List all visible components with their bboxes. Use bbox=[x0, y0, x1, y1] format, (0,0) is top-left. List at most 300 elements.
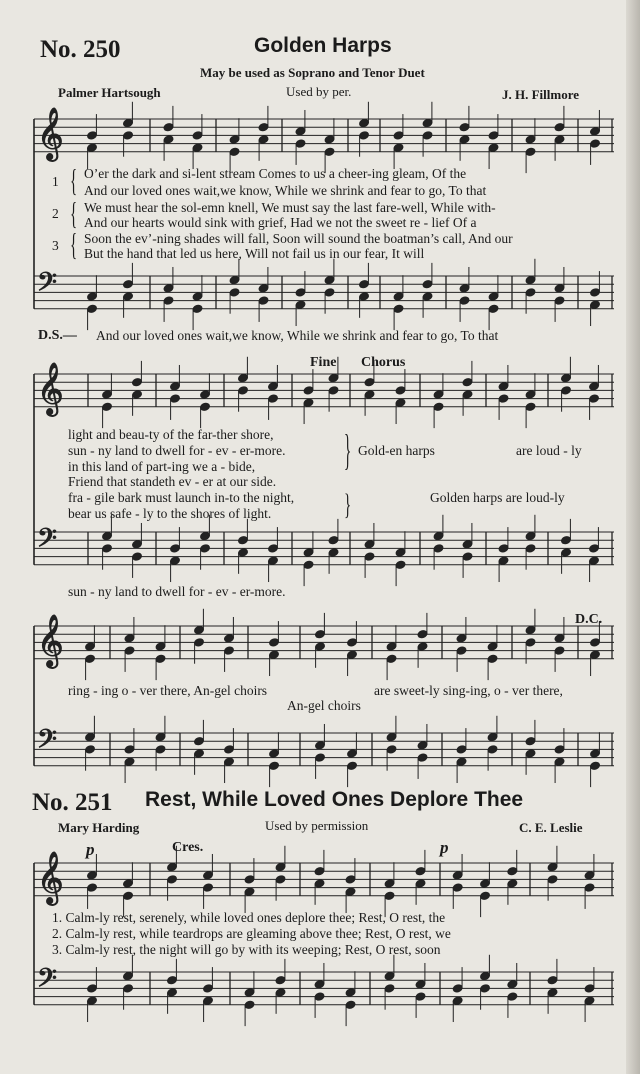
note-head bbox=[347, 638, 358, 648]
note-head bbox=[124, 757, 135, 767]
treble-clef-icon: 𝄞 bbox=[37, 850, 64, 904]
note-head bbox=[87, 984, 98, 994]
note-head bbox=[87, 871, 98, 881]
note-head bbox=[386, 654, 397, 664]
lyric-line: An-gel choirs bbox=[287, 698, 361, 713]
note-head bbox=[268, 394, 279, 404]
note-head bbox=[275, 988, 286, 998]
note-head bbox=[238, 535, 249, 545]
note-head bbox=[364, 540, 375, 550]
lyric-line: light and beau-ty of the far-ther shore, bbox=[68, 427, 274, 442]
note-head bbox=[417, 642, 428, 652]
note-head bbox=[525, 288, 536, 298]
note-head bbox=[456, 634, 467, 644]
note-head bbox=[422, 292, 433, 302]
note-head bbox=[590, 749, 601, 759]
note-head bbox=[507, 980, 518, 990]
note-head bbox=[203, 984, 214, 994]
verse-brace: { bbox=[70, 199, 78, 233]
note-head bbox=[456, 646, 467, 656]
note-head bbox=[480, 891, 491, 901]
note-head bbox=[170, 544, 181, 554]
lyric-line: O’er the dark and si-lent stream Comes to us a cheer-ing gleam, Of the bbox=[84, 166, 467, 181]
note-head bbox=[488, 143, 499, 153]
note-head bbox=[132, 390, 143, 400]
note-head bbox=[275, 875, 286, 885]
note-head bbox=[487, 642, 498, 652]
note-head bbox=[85, 642, 96, 652]
note-head bbox=[488, 304, 499, 314]
note-head bbox=[554, 634, 565, 644]
note-head bbox=[547, 988, 558, 998]
note-head bbox=[384, 891, 395, 901]
note-head bbox=[584, 996, 595, 1006]
note-head bbox=[384, 971, 395, 981]
note-head bbox=[224, 757, 235, 767]
note-head bbox=[589, 556, 600, 566]
chorus-lyric: are loud - ly bbox=[516, 443, 582, 458]
note-head bbox=[415, 879, 426, 889]
lyric-line: sun - ny land to dwell for - ev - er-more. bbox=[68, 443, 286, 458]
note-head bbox=[452, 883, 463, 893]
dynamic-marking: p bbox=[440, 838, 449, 857]
note-head bbox=[167, 988, 178, 998]
lyric-line: ring - ing o - ver there, An-gel choirs bbox=[68, 683, 268, 698]
lyric-line: Friend that standeth ev - er at our side. bbox=[68, 474, 277, 489]
note-head bbox=[547, 875, 558, 885]
note-head bbox=[87, 304, 98, 314]
note-head bbox=[525, 638, 536, 648]
note-head bbox=[102, 390, 113, 400]
note-head bbox=[87, 292, 98, 302]
note-head bbox=[258, 135, 269, 145]
note-head bbox=[203, 871, 214, 881]
note-head bbox=[167, 875, 178, 885]
bass-clef-icon: 𝄢 bbox=[37, 523, 58, 560]
note-head bbox=[123, 984, 134, 994]
note-head bbox=[415, 980, 426, 990]
note-head bbox=[192, 304, 203, 314]
ds-lyric: And our loved ones wait,we know, While we shrink and fear to go, To that bbox=[96, 328, 499, 343]
note-head bbox=[244, 1000, 255, 1010]
note-head bbox=[554, 745, 565, 755]
note-head bbox=[258, 122, 269, 132]
note-head bbox=[554, 122, 565, 132]
note-head bbox=[268, 544, 279, 554]
lyric-line: But the hand that led us here, Will not fail us in our fear, It will bbox=[84, 246, 425, 261]
dc-marking: D.C. bbox=[575, 612, 603, 627]
note-head bbox=[589, 544, 600, 554]
note-head bbox=[359, 292, 370, 302]
lyric-line: fra - gile bark must launch in-to the night, bbox=[68, 490, 295, 505]
note-head bbox=[393, 304, 404, 314]
note-head bbox=[422, 131, 433, 141]
verse-line: 3. Calm-ly rest, the night will go by with its weeping; Rest, O rest, soon bbox=[52, 942, 441, 957]
note-head bbox=[525, 736, 536, 746]
note-head bbox=[487, 732, 498, 742]
note-head bbox=[303, 398, 314, 408]
note-head bbox=[417, 753, 428, 763]
lyric-line: And our loved ones wait,we know, While we shrink and fear to go, To that bbox=[84, 183, 487, 198]
note-head bbox=[554, 296, 565, 306]
note-head bbox=[123, 891, 134, 901]
permission-note: Used by permission bbox=[265, 818, 369, 833]
note-head bbox=[347, 749, 358, 759]
note-head bbox=[422, 279, 433, 289]
note-head bbox=[386, 745, 397, 755]
note-head bbox=[364, 390, 375, 400]
note-head bbox=[244, 875, 255, 885]
note-head bbox=[561, 373, 572, 383]
note-head bbox=[124, 634, 135, 644]
note-head bbox=[194, 638, 205, 648]
note-head bbox=[244, 887, 255, 897]
note-head bbox=[498, 394, 509, 404]
note-head bbox=[359, 131, 370, 141]
dynamic-marking: p bbox=[86, 840, 95, 859]
note-head bbox=[87, 143, 98, 153]
note-head bbox=[163, 296, 174, 306]
note-head bbox=[462, 377, 473, 387]
verse-line: 1. Calm-ly rest, serenely, while loved ones deplore thee; Rest, O rest, the bbox=[52, 910, 446, 925]
note-head bbox=[229, 275, 240, 285]
note-head bbox=[393, 131, 404, 141]
note-head bbox=[224, 745, 235, 755]
note-head bbox=[554, 135, 565, 145]
note-head bbox=[132, 377, 143, 387]
note-head bbox=[364, 377, 375, 387]
lyric-line: sun - ny land to dwell for - ev - er-more. bbox=[68, 584, 286, 599]
note-head bbox=[561, 535, 572, 545]
note-head bbox=[269, 761, 280, 771]
note-head bbox=[155, 654, 166, 664]
note-head bbox=[132, 552, 143, 562]
note-head bbox=[359, 118, 370, 128]
note-head bbox=[194, 625, 205, 635]
note-head bbox=[200, 544, 211, 554]
note-head bbox=[314, 992, 325, 1002]
note-head bbox=[395, 548, 406, 558]
note-head bbox=[170, 382, 181, 392]
note-head bbox=[345, 1000, 356, 1010]
note-head bbox=[488, 131, 499, 141]
note-head bbox=[459, 296, 470, 306]
note-head bbox=[364, 552, 375, 562]
note-head bbox=[85, 654, 96, 664]
note-head bbox=[85, 745, 96, 755]
hymn-title: Golden Harps bbox=[254, 34, 392, 57]
note-head bbox=[314, 980, 325, 990]
lyricist: Palmer Hartsough bbox=[58, 85, 161, 100]
note-head bbox=[124, 745, 135, 755]
note-head bbox=[345, 875, 356, 885]
note-head bbox=[295, 288, 306, 298]
note-head bbox=[303, 386, 314, 396]
note-head bbox=[229, 147, 240, 157]
note-head bbox=[386, 642, 397, 652]
note-head bbox=[192, 131, 203, 141]
treble-clef-icon: 𝄞 bbox=[37, 361, 64, 415]
note-head bbox=[452, 984, 463, 994]
note-head bbox=[525, 147, 536, 157]
note-head bbox=[192, 292, 203, 302]
note-head bbox=[433, 390, 444, 400]
note-head bbox=[167, 975, 178, 985]
hymn-number: No. 250 bbox=[40, 36, 121, 63]
note-head bbox=[525, 275, 536, 285]
note-head bbox=[132, 540, 143, 550]
note-head bbox=[269, 650, 280, 660]
note-head bbox=[417, 741, 428, 751]
note-head bbox=[525, 531, 536, 541]
note-head bbox=[275, 975, 286, 985]
note-head bbox=[123, 279, 134, 289]
note-head bbox=[433, 402, 444, 412]
lyric-line: in this land of part-ing we a - bide, bbox=[68, 459, 256, 474]
note-head bbox=[315, 753, 326, 763]
note-head bbox=[324, 135, 335, 145]
note-head bbox=[345, 887, 356, 897]
note-head bbox=[415, 866, 426, 876]
note-head bbox=[433, 544, 444, 554]
note-head bbox=[163, 135, 174, 145]
note-head bbox=[561, 386, 572, 396]
note-head bbox=[584, 883, 595, 893]
lyric-line: And our hearts would sink with grief, Had we not the sweet re - lief Of a bbox=[84, 215, 477, 230]
note-head bbox=[498, 556, 509, 566]
note-head bbox=[507, 866, 518, 876]
note-head bbox=[487, 654, 498, 664]
note-head bbox=[488, 292, 499, 302]
note-head bbox=[268, 556, 279, 566]
note-head bbox=[203, 883, 214, 893]
note-head bbox=[203, 996, 214, 1006]
note-head bbox=[525, 544, 536, 554]
note-head bbox=[525, 749, 536, 759]
note-head bbox=[295, 300, 306, 310]
bass-clef-icon: 𝄢 bbox=[37, 724, 58, 761]
note-head bbox=[498, 382, 509, 392]
note-head bbox=[395, 560, 406, 570]
note-head bbox=[347, 761, 358, 771]
note-head bbox=[102, 544, 113, 554]
note-head bbox=[590, 127, 601, 137]
note-head bbox=[124, 646, 135, 656]
note-head bbox=[456, 745, 467, 755]
note-head bbox=[170, 394, 181, 404]
note-head bbox=[87, 131, 98, 141]
bass-clef-icon: 𝄢 bbox=[37, 267, 58, 304]
note-head bbox=[269, 749, 280, 759]
note-head bbox=[525, 135, 536, 145]
note-head bbox=[324, 147, 335, 157]
note-head bbox=[102, 531, 113, 541]
note-head bbox=[589, 394, 600, 404]
note-head bbox=[590, 761, 601, 771]
note-head bbox=[395, 386, 406, 396]
note-head bbox=[324, 288, 335, 298]
hymn-subtitle: May be used as Soprano and Tenor Duet bbox=[200, 65, 425, 80]
note-head bbox=[238, 548, 249, 558]
note-head bbox=[452, 871, 463, 881]
note-head bbox=[268, 382, 279, 392]
note-head bbox=[590, 139, 601, 149]
note-head bbox=[359, 279, 370, 289]
note-head bbox=[547, 862, 558, 872]
note-head bbox=[303, 560, 314, 570]
note-head bbox=[386, 732, 397, 742]
note-head bbox=[229, 288, 240, 298]
verse-brace: } bbox=[344, 429, 352, 476]
verse-number: 1 bbox=[52, 174, 59, 189]
note-head bbox=[584, 984, 595, 994]
dynamic-marking: Cres. bbox=[172, 840, 204, 855]
note-head bbox=[507, 992, 518, 1002]
note-head bbox=[315, 741, 326, 751]
composer: C. E. Leslie bbox=[519, 820, 583, 835]
hymn-title: Rest, While Loved Ones Deplore Thee bbox=[145, 788, 524, 811]
lyricist: Mary Harding bbox=[58, 820, 140, 835]
composer: J. H. Fillmore bbox=[502, 87, 580, 102]
verse-brace: { bbox=[70, 230, 78, 264]
note-head bbox=[459, 135, 470, 145]
note-head bbox=[480, 984, 491, 994]
note-head bbox=[315, 629, 326, 639]
note-head bbox=[258, 296, 269, 306]
note-head bbox=[163, 284, 174, 294]
note-head bbox=[328, 386, 339, 396]
note-head bbox=[345, 988, 356, 998]
note-head bbox=[547, 975, 558, 985]
note-head bbox=[554, 646, 565, 656]
note-head bbox=[123, 118, 134, 128]
note-head bbox=[415, 992, 426, 1002]
note-head bbox=[561, 548, 572, 558]
note-head bbox=[155, 745, 166, 755]
treble-clef-icon: 𝄞 bbox=[37, 613, 64, 667]
note-head bbox=[525, 390, 536, 400]
note-head bbox=[347, 650, 358, 660]
note-head bbox=[224, 634, 235, 644]
note-head bbox=[393, 292, 404, 302]
note-head bbox=[525, 402, 536, 412]
lyric-line: are sweet-ly sing-ing, o - ver there, bbox=[374, 683, 563, 698]
note-head bbox=[238, 373, 249, 383]
bass-clef-icon: 𝄢 bbox=[37, 963, 58, 1000]
verse-number: 2 bbox=[52, 206, 59, 221]
note-head bbox=[554, 757, 565, 767]
note-head bbox=[328, 535, 339, 545]
hymn-number: No. 251 bbox=[32, 789, 113, 816]
note-head bbox=[324, 275, 335, 285]
note-head bbox=[328, 548, 339, 558]
verse-number: 3 bbox=[52, 238, 59, 253]
note-head bbox=[295, 127, 306, 137]
note-head bbox=[155, 732, 166, 742]
note-head bbox=[590, 288, 601, 298]
note-head bbox=[224, 646, 235, 656]
note-head bbox=[459, 122, 470, 132]
note-head bbox=[452, 996, 463, 1006]
note-head bbox=[395, 398, 406, 408]
note-head bbox=[200, 390, 211, 400]
note-head bbox=[87, 883, 98, 893]
lyric-line: Soon the ev’-ning shades will fall, Soon will sound the boatman’s call, And our bbox=[84, 231, 513, 246]
note-head bbox=[170, 556, 181, 566]
note-head bbox=[155, 642, 166, 652]
note-head bbox=[194, 736, 205, 746]
note-head bbox=[314, 866, 325, 876]
note-head bbox=[487, 745, 498, 755]
note-head bbox=[417, 629, 428, 639]
note-head bbox=[590, 300, 601, 310]
note-head bbox=[480, 971, 491, 981]
note-head bbox=[584, 871, 595, 881]
note-head bbox=[238, 386, 249, 396]
note-head bbox=[462, 540, 473, 550]
permission-note: Used by per. bbox=[286, 84, 352, 99]
page-edge bbox=[626, 0, 640, 1074]
chorus-lyric: Gold-en harps bbox=[358, 443, 435, 458]
note-head bbox=[589, 382, 600, 392]
fine-marking: Fine bbox=[310, 355, 337, 370]
note-head bbox=[123, 879, 134, 889]
note-head bbox=[85, 732, 96, 742]
note-head bbox=[433, 531, 444, 541]
note-head bbox=[123, 131, 134, 141]
lyric-line: bear us safe - ly to the shores of light. bbox=[68, 506, 272, 521]
note-head bbox=[590, 650, 601, 660]
note-head bbox=[163, 122, 174, 132]
note-head bbox=[384, 879, 395, 889]
note-head bbox=[123, 971, 134, 981]
note-head bbox=[244, 988, 255, 998]
chorus-lyric: Golden harps are loud-ly bbox=[430, 490, 565, 505]
note-head bbox=[480, 879, 491, 889]
verse-line: 2. Calm-ly rest, while teardrops are gleaming above thee; Rest, O rest, we bbox=[52, 926, 451, 941]
note-head bbox=[303, 548, 314, 558]
note-head bbox=[507, 879, 518, 889]
lyric-line: We must hear the sol-emn knell, We must say the last fare-well, While with- bbox=[84, 200, 496, 215]
note-head bbox=[200, 402, 211, 412]
note-head bbox=[123, 292, 134, 302]
note-head bbox=[295, 139, 306, 149]
verse-brace: } bbox=[344, 490, 352, 522]
note-head bbox=[498, 544, 509, 554]
note-head bbox=[200, 531, 211, 541]
note-head bbox=[422, 118, 433, 128]
note-head bbox=[393, 143, 404, 153]
note-head bbox=[167, 862, 178, 872]
note-head bbox=[275, 862, 286, 872]
note-head bbox=[456, 757, 467, 767]
note-head bbox=[269, 638, 280, 648]
note-head bbox=[314, 879, 325, 889]
note-head bbox=[462, 552, 473, 562]
note-head bbox=[229, 135, 240, 145]
note-head bbox=[328, 373, 339, 383]
note-head bbox=[590, 638, 601, 648]
note-head bbox=[102, 402, 113, 412]
note-head bbox=[384, 984, 395, 994]
note-head bbox=[194, 749, 205, 759]
treble-clef-icon: 𝄞 bbox=[37, 106, 64, 160]
note-head bbox=[462, 390, 473, 400]
note-head bbox=[192, 143, 203, 153]
note-head bbox=[459, 284, 470, 294]
ds-label: D.S.— bbox=[38, 328, 77, 343]
chorus-marking: Chorus bbox=[361, 355, 406, 370]
